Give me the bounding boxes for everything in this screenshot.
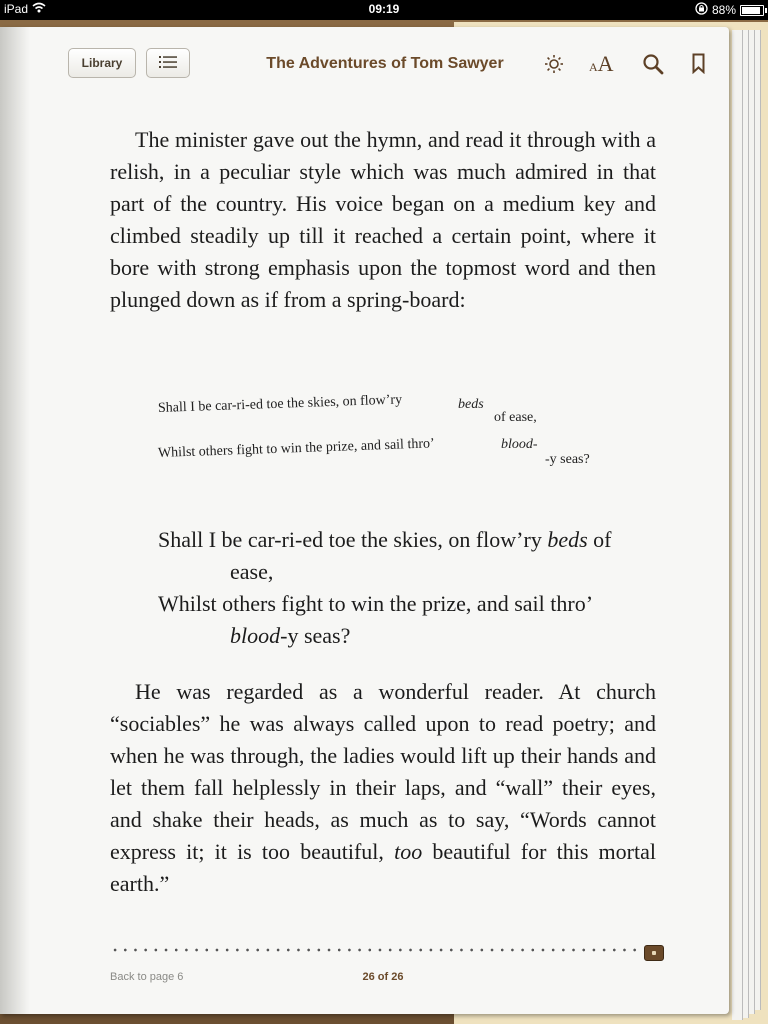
book-title: The Adventures of Tom Sawyer	[266, 55, 504, 72]
font-size-icon-large: A	[597, 51, 614, 76]
verse-line-1-text: Shall I be car-ri-ed toe the skies, on flow’ry	[158, 527, 548, 552]
status-bar	[0, 0, 768, 20]
hymn-verse	[158, 524, 678, 652]
bookmark-button[interactable]	[692, 53, 705, 79]
status-right	[695, 2, 764, 18]
search-button[interactable]	[642, 53, 664, 80]
paragraph-2-text-a: He was regarded as a wonderful reader. At church “sociables” he was always called upon to read poetry; and when he was through, the ladies would lift up their hands and let them fall helplessly in their laps, and “wall” their eyes, and shake their heads, as much as to say, “Words cannot express it; it is too beautiful,	[110, 679, 656, 864]
verse-line-2-emphasis: blood	[230, 623, 281, 648]
hymn-wavy-end-1: of ease,	[494, 410, 537, 425]
verse-line-2: Whilst others fight to win the prize, and sail thro’	[158, 591, 594, 616]
hymn-wavy-word-high-2: blood-	[501, 437, 538, 452]
list-icon	[159, 55, 177, 72]
library-button[interactable]: Library	[68, 48, 136, 78]
verse-line-2-continuation	[158, 620, 678, 652]
paragraph-2-text	[110, 676, 656, 900]
table-of-contents-button[interactable]	[146, 48, 190, 78]
page-indicator: 26 of 26	[362, 971, 404, 983]
search-icon	[642, 62, 664, 79]
orientation-lock-icon	[695, 2, 708, 18]
battery-percent: 88%	[711, 3, 736, 17]
page-spine-shadow	[0, 27, 30, 1014]
brightness-button[interactable]	[544, 54, 564, 79]
hymn-wavy-end-2: -y seas?	[545, 452, 590, 467]
status-time: 09:19	[368, 2, 400, 16]
paragraph-1-text: The minister gave out the hymn, and read it through with a relish, in a peculiar style which was much admired in that part of the country. His voice began on a medium key and climbed steadily up till it reached a certain point, where it bore with strong emphasis upon the topmost word and then plunged down as if from a spring-board:	[110, 127, 656, 312]
hymn-wavy-line-2: Whilst others fight to win the prize, and sail thro’	[157, 436, 435, 461]
battery-icon	[740, 5, 764, 16]
verse-line-1-emphasis: beds	[547, 527, 588, 552]
page-scrubber-track[interactable]	[110, 946, 640, 954]
font-size-icon: A	[589, 60, 598, 74]
page-scrubber-handle[interactable]	[644, 945, 664, 961]
font-size-button[interactable]	[589, 51, 614, 77]
hymn-wavy-word-high-1: beds	[458, 397, 484, 412]
paragraph-2	[110, 676, 656, 900]
paragraph-2-emphasis: too	[394, 839, 423, 864]
bookmark-icon	[692, 61, 705, 78]
paragraph-2-text-b: beautiful for this mortal earth.”	[110, 839, 656, 896]
verse-line-1-continuation: ease,	[230, 559, 274, 584]
verse-line-1	[158, 524, 678, 556]
verse-line-2-tail: -y seas?	[280, 623, 351, 648]
hymn-wavy-line-1: Shall I be car-ri-ed toe the skies, on flow’ry	[157, 392, 403, 416]
verse-line-1-tail: of	[587, 527, 612, 552]
device-name: iPad	[4, 2, 29, 16]
page-stack-edge	[732, 30, 743, 1020]
paragraph-1	[110, 124, 656, 316]
brightness-icon	[544, 61, 564, 78]
back-to-page-link[interactable]: Back to page 6	[110, 971, 184, 983]
